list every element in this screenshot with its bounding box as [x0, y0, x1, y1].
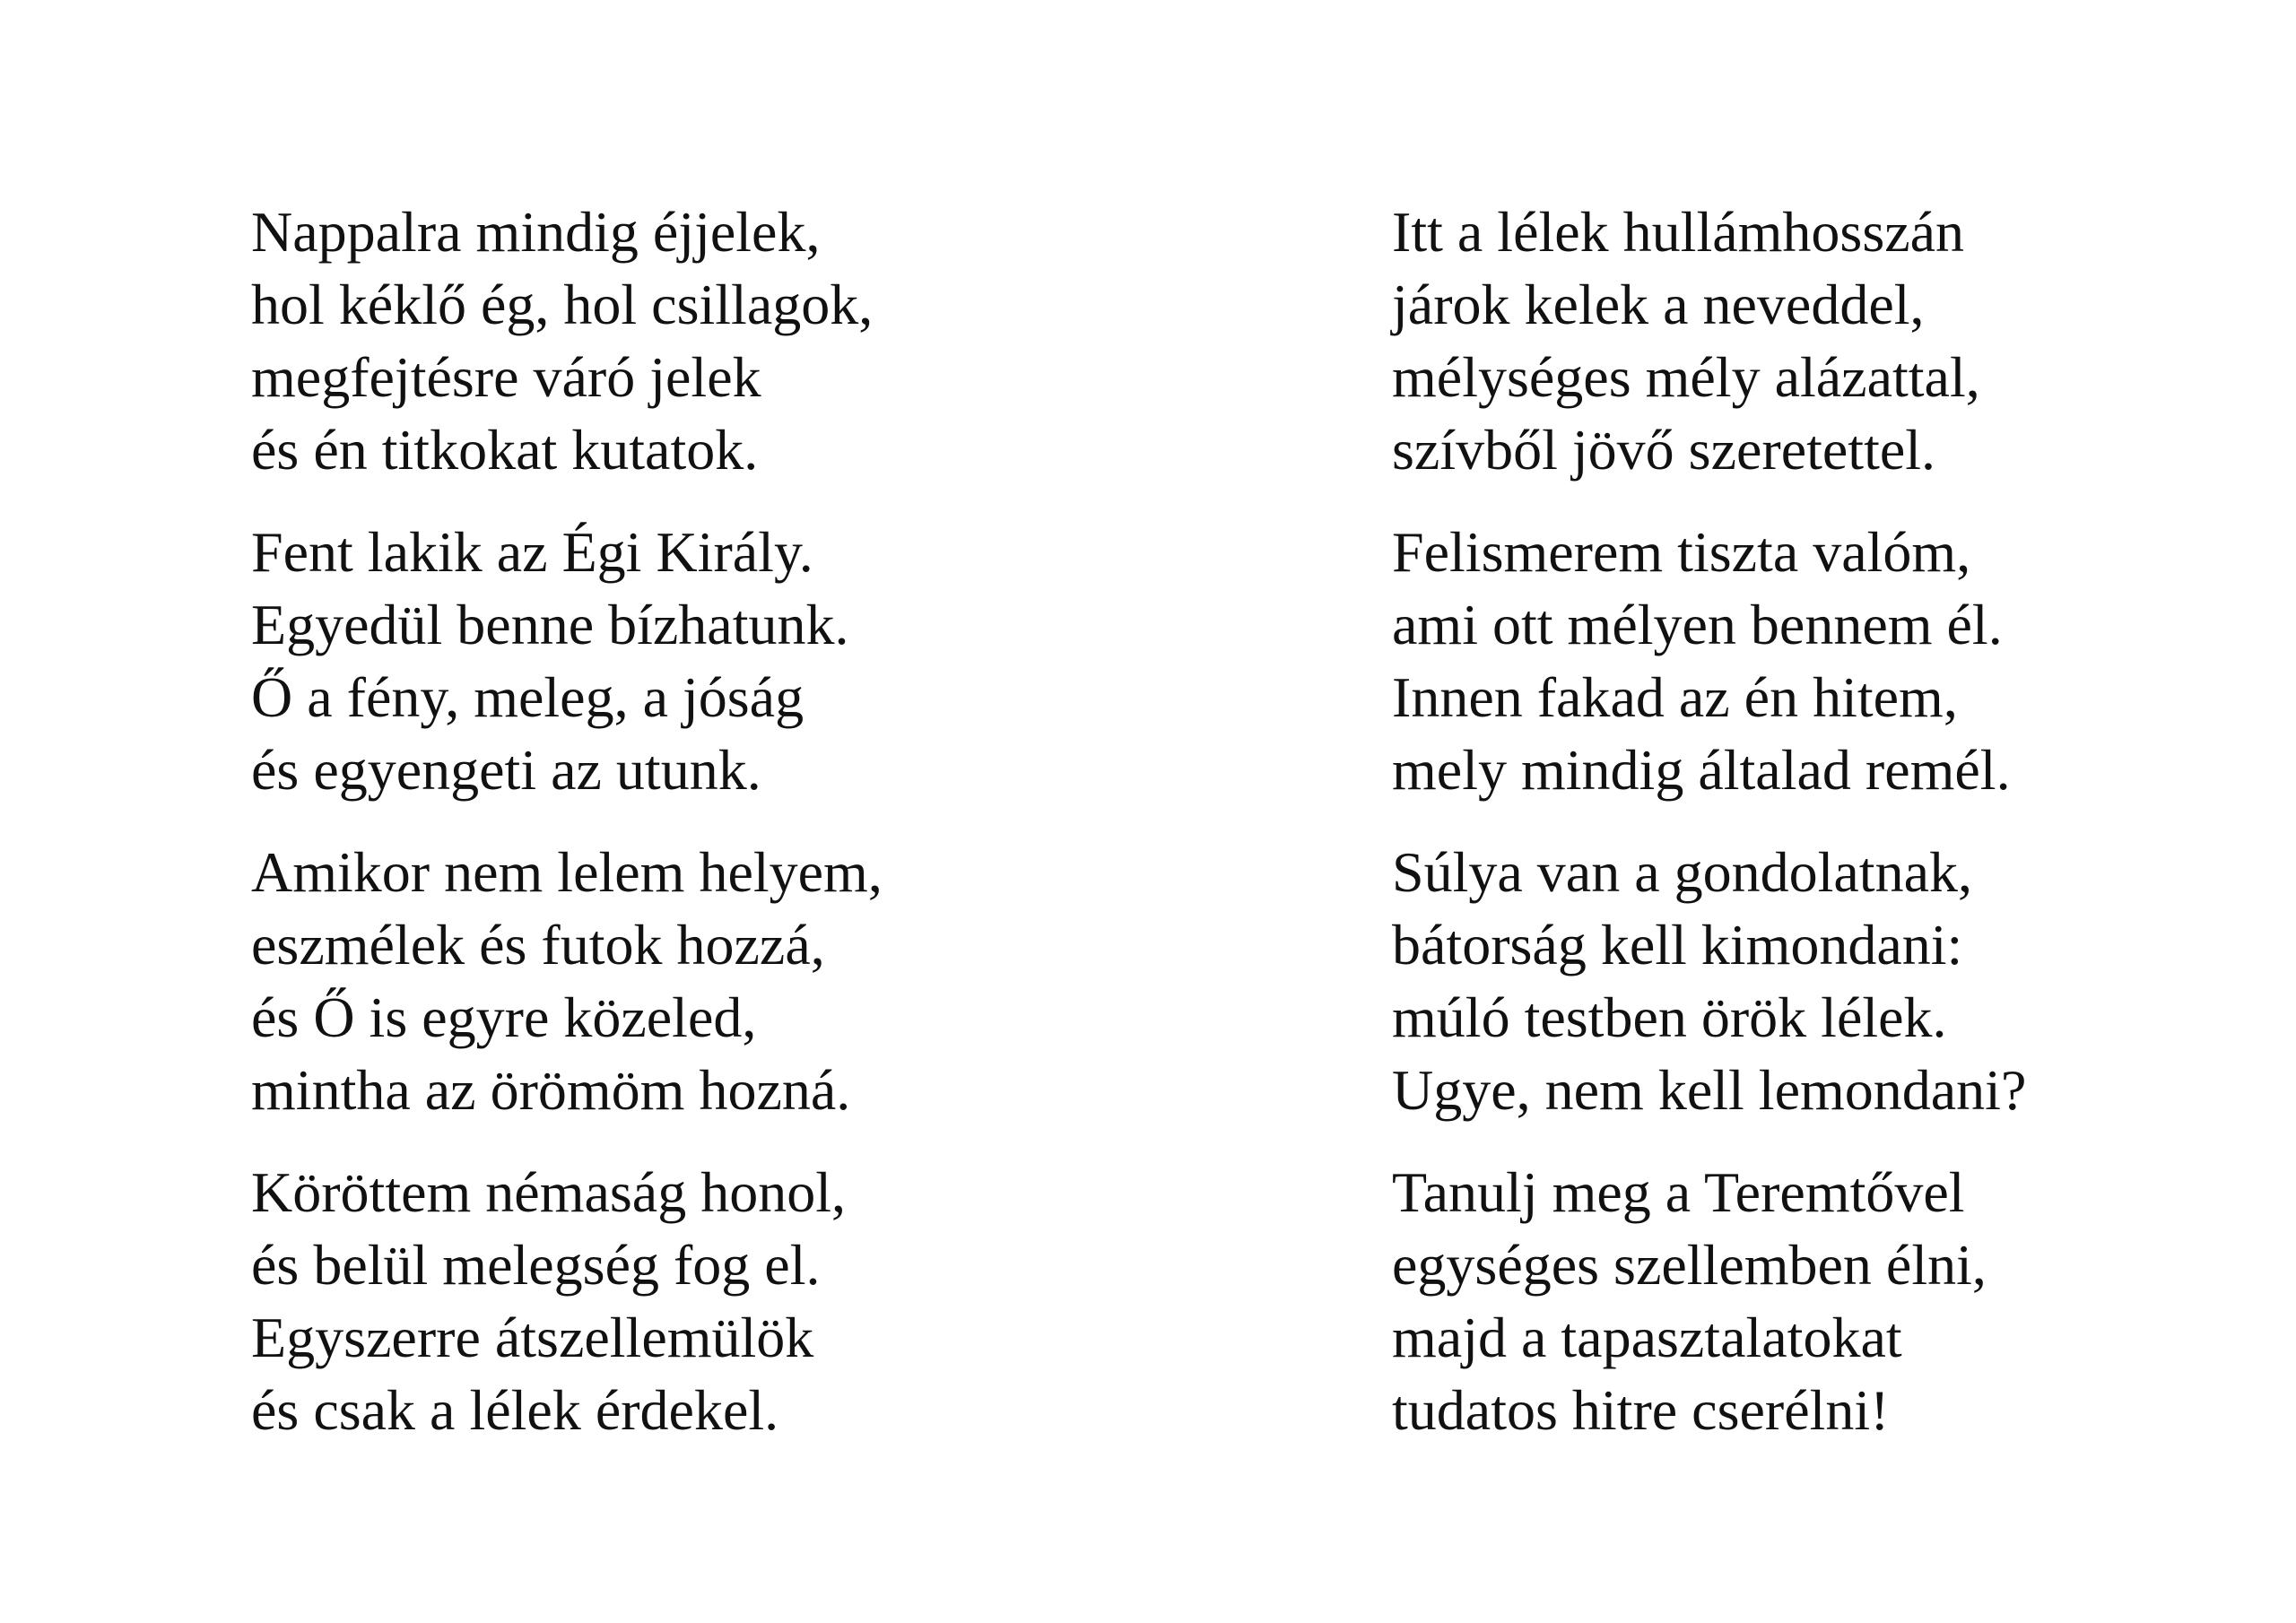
poem-line: Amikor nem lelem helyem,: [251, 840, 883, 904]
poem-line: és belül melegség fog el.: [251, 1233, 821, 1297]
poem-line: egységes szellemben élni,: [1392, 1233, 1987, 1297]
poem-line: Itt a lélek hullámhosszán: [1392, 200, 1965, 264]
stanza-7: [1392, 836, 2026, 1126]
poem-line: Súlya van a gondolatnak,: [1392, 840, 1972, 904]
poem-line: Innen fakad az én hitem,: [1392, 665, 1958, 729]
stanza-6: [1392, 516, 2026, 806]
poem-line: szívből jövő szeretettel.: [1392, 418, 1936, 482]
poem-line: megfejtésre váró jelek: [251, 345, 761, 409]
poem-line: Felismerem tiszta valóm,: [1392, 520, 1971, 584]
poem-line: hol kéklő ég, hol csillagok,: [251, 273, 874, 336]
poem-line: és csak a lélek érdekel.: [251, 1378, 779, 1442]
poem-line: bátorság kell kimondani:: [1392, 913, 1963, 976]
poem-left-column: [251, 195, 883, 1446]
stanza-4: [251, 1156, 883, 1446]
poem-line: majd a tapasztalatokat: [1392, 1306, 1902, 1369]
stanza-1: [251, 195, 883, 486]
poem-line: Egyszerre átszellemülök: [251, 1306, 814, 1369]
poem-line: mely mindig általad remél.: [1392, 738, 2011, 802]
poem-line: Fent lakik az Égi Király.: [251, 520, 813, 584]
poem-line: Tanulj meg a Teremtővel: [1392, 1160, 1965, 1224]
poem-right-column: [1392, 195, 2026, 1446]
poem-line: eszmélek és futok hozzá,: [251, 913, 825, 976]
poem-line: mintha az örömöm hozná.: [251, 1058, 851, 1122]
poem-line: és egyengeti az utunk.: [251, 738, 761, 802]
poem-line: ami ott mélyen bennem él.: [1392, 593, 2003, 656]
poem-line: mélységes mély alázattal,: [1392, 345, 1980, 409]
poem-line: múló testben örök lélek.: [1392, 985, 1947, 1049]
poem-line: és Ő is egyre közeled,: [251, 985, 757, 1049]
poem-line: Ő a fény, meleg, a jóság: [251, 665, 804, 729]
poem-line: Nappalra mindig éjjelek,: [251, 200, 821, 264]
stanza-5: [1392, 195, 2026, 486]
poem-line: járok kelek a neveddel,: [1392, 273, 1925, 336]
stanza-3: [251, 836, 883, 1126]
poem-line: és én titkokat kutatok.: [251, 418, 759, 482]
poem-line: Köröttem némaság honol,: [251, 1160, 846, 1224]
poem-line: Ugye, nem kell lemondani?: [1392, 1058, 2027, 1122]
stanza-2: [251, 516, 883, 806]
poem-line: Egyedül benne bízhatunk.: [251, 593, 849, 656]
stanza-8: [1392, 1156, 2026, 1446]
poem-line: tudatos hitre cserélni!: [1392, 1378, 1890, 1442]
